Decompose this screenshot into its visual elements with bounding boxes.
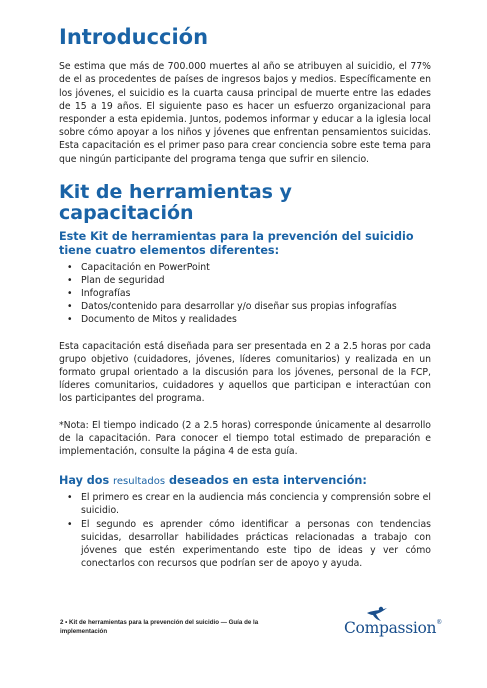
- results-list: [59, 491, 431, 570]
- kit-heading: Kit de herramientas y capacitación: [59, 180, 292, 224]
- kit-paragraph-format: Esta capacitación está diseñada para ser presentada en 2 a 2.5 horas por cada grupo objetivo (cuidadores, jóvenes, líderes comunitarios) y realizada en un formato grupal orientado a la discusión para los jóvenes, personal de la FCP, líderes comunitarios, cuidadores y aquellos que participan e interactúan con los participantes del programa.: [59, 340, 431, 405]
- bullet: •: [67, 492, 73, 504]
- list-item: • Documento de Mitos y realidades: [67, 314, 237, 326]
- kit-paragraph-note: *Nota: El tiempo indicado (2 a 2.5 horas) corresponde únicamente al desarrollo de la capacitación. Para conocer el tiempo total estimado de preparación e implementación, consulte la página 4 de esta guía.: [59, 419, 431, 457]
- bullet: •: [67, 301, 73, 313]
- bullet: •: [67, 518, 73, 530]
- list-item: • Infografías: [67, 287, 131, 299]
- intro-heading: Introducción: [59, 25, 209, 49]
- results-heading: Hay dos resultados deseados en esta intervención:: [59, 474, 367, 488]
- list-item: • Capacitación en PowerPoint: [67, 261, 210, 273]
- kit-subheading: Este Kit de herramientas para la prevención del suicidio tiene cuatro elementos diferentes:: [59, 229, 414, 257]
- list-item: • Plan de seguridad: [67, 274, 165, 286]
- bullet: •: [67, 274, 73, 286]
- bullet: •: [67, 261, 73, 273]
- list-item: • Datos/contenido para desarrollar y/o diseñar sus propias infografías: [67, 301, 397, 313]
- bullet: •: [67, 287, 73, 299]
- page-footer: 2 • Kit de herramientas para la prevención del suicidio — Guía de la implementación: [60, 619, 259, 635]
- intro-paragraph: Se estima que más de 700.000 muertes al año se atribuyen al suicidio, el 77% de el as procedentes de países de ingresos bajos y medios. Específicamente en los jóvenes, el suicidio es la cuarta causa principal de muerte entre las edades de 15 a 19 años. El siguiente paso es hacer un esfuerzo organizacional para responder a esta epidemia. Juntos, podemos informar y educar a la iglesia local sobre cómo apoyar a los niños y jóvenes que enfrentan pensamientos suicidas. Esta capacitación es el primer paso para crear conciencia sobre este tema para que ningún participante del programa tenga que sufrir en silencio.: [59, 61, 431, 165]
- kit-elements-list: [59, 261, 431, 327]
- list-item: • El segundo es aprender cómo identificar a personas con tendencias suicidas, desarrollar habilidades prácticas relacionadas a trabajo con jóvenes que estén experimentando este tipo de ideas y ver cómo conectarlos con recursos que podrían ser de apoyo y ayuda.: [67, 518, 431, 570]
- page-content: [59, 26, 431, 570]
- bullet: •: [67, 314, 73, 326]
- list-item: • El primero es crear en la audiencia más conciencia y comprensión sobre el suicidio.: [67, 492, 431, 517]
- compassion-logo: [344, 606, 442, 646]
- logo-wordmark: Compassion®: [344, 619, 442, 637]
